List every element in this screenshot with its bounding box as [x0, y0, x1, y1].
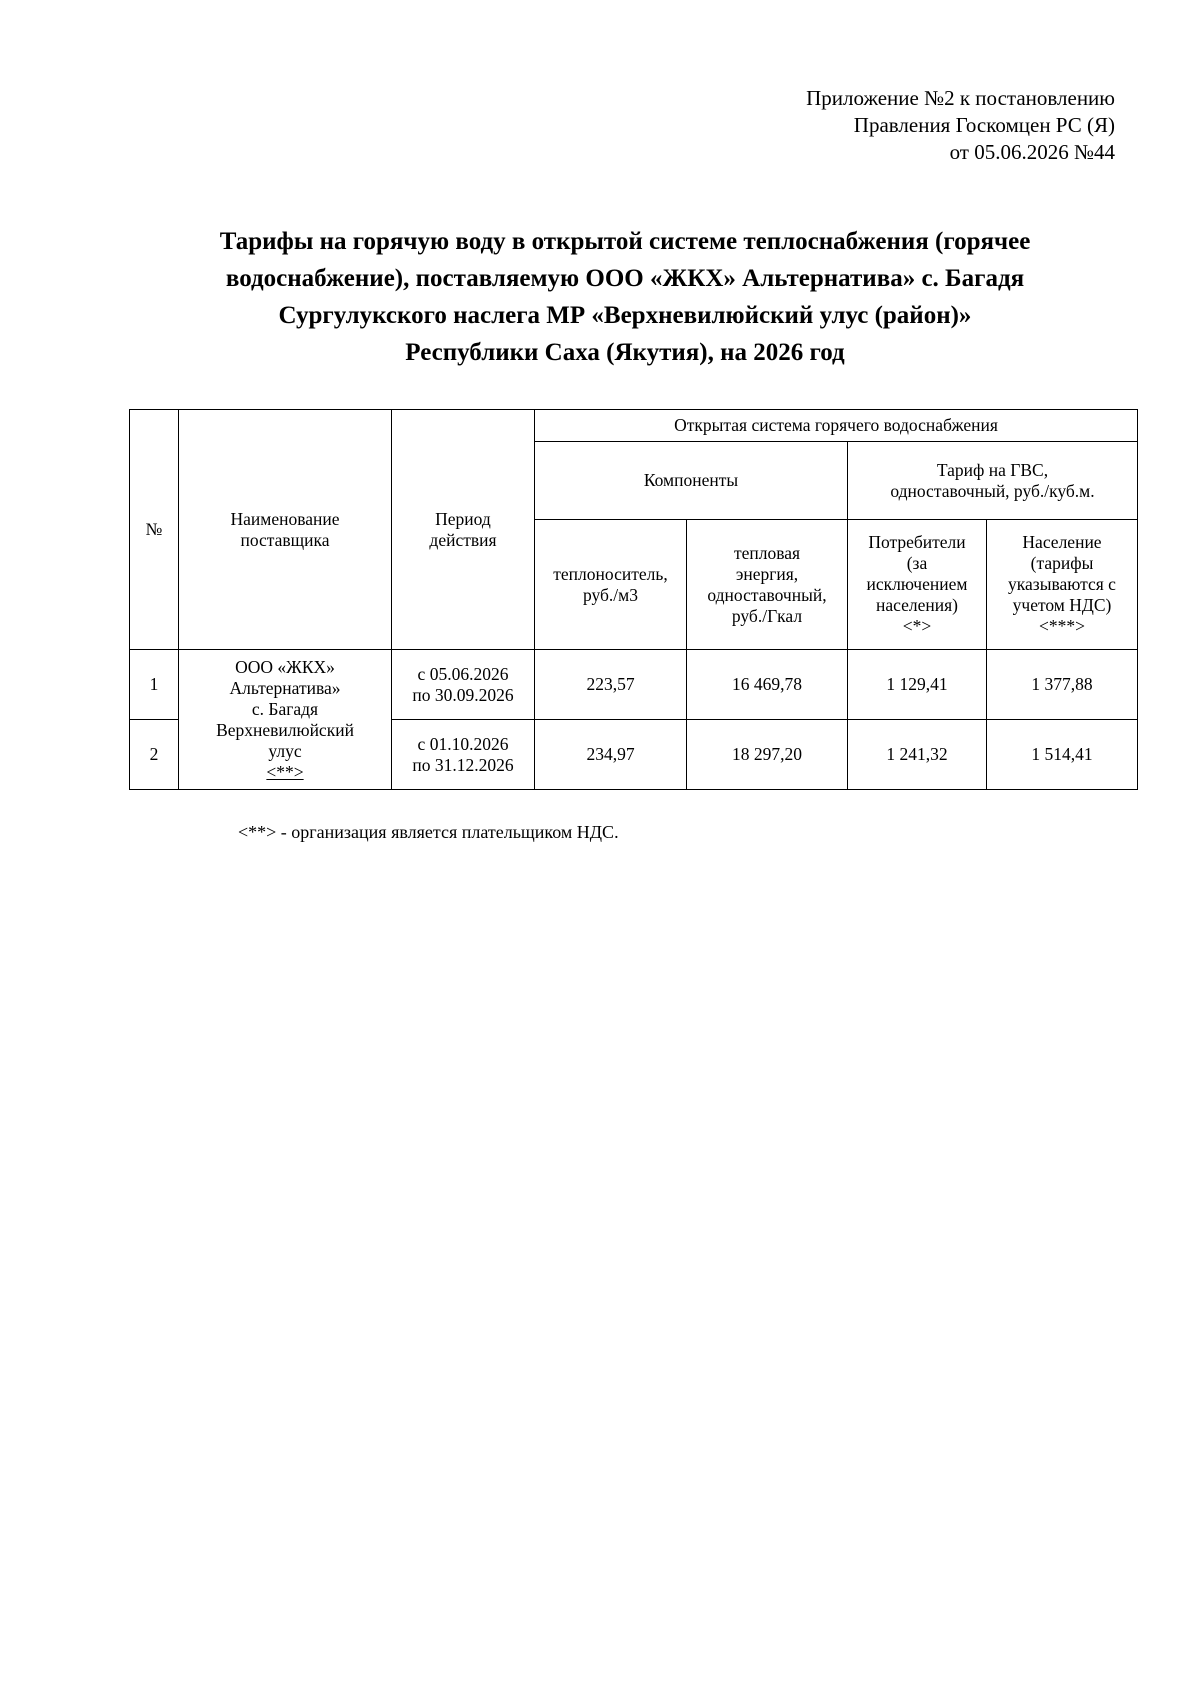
- header-row: [130, 410, 1138, 442]
- cell-heat: 18 297,20: [687, 720, 848, 790]
- header-tariff: Тариф на ГВС, одноставочный, руб./куб.м.: [848, 442, 1138, 520]
- cell-num: 2: [130, 720, 179, 790]
- cell-supplier: ООО «ЖКХ» Альтернатива» с. Багадя Верхневилюйский улус <**>: [179, 650, 392, 790]
- header-consumers: Потребители (за исключением населения) <*>: [848, 520, 987, 650]
- cell-population: 1 514,41: [987, 720, 1138, 790]
- header-population: Население (тарифы указываются с учетом НДС) <***>: [987, 520, 1138, 650]
- header-line: Приложение №2 к постановлению: [806, 86, 1115, 110]
- document-title: [130, 223, 1120, 371]
- cell-num: 1: [130, 650, 179, 720]
- title-line: водоснабжение), поставляемую ООО «ЖКХ» Альтернатива» с. Багадя: [225, 265, 1025, 292]
- cell-consumers: 1 241,32: [848, 720, 987, 790]
- header-heat: тепловая энергия, одноставочный, руб./Гкал: [687, 520, 848, 650]
- header-supplier: Наименование поставщика: [179, 410, 392, 650]
- cell-period: с 01.10.2026 по 31.12.2026: [392, 720, 535, 790]
- tariff-table: [129, 409, 1138, 790]
- title-line: Тарифы на горячую воду в открытой системе теплоснабжения (горячее: [219, 228, 1031, 255]
- footnote: <**> - организация является плательщиком НДС.: [238, 822, 619, 842]
- cell-coolant: 223,57: [535, 650, 687, 720]
- header-line: от 05.06.2026 №44: [949, 140, 1115, 164]
- header-open-system: Открытая система горячего водоснабжения: [535, 410, 1138, 442]
- title-line: Сургулукского наслега МР «Верхневилюйский улус (район)»: [278, 302, 972, 329]
- table-row: [130, 650, 1138, 720]
- footnote-ref: <**>: [266, 761, 304, 782]
- cell-population: 1 377,88: [987, 650, 1138, 720]
- header-period: Период действия: [392, 410, 535, 650]
- title-line: Республики Саха (Якутия), на 2026 год: [405, 339, 845, 366]
- cell-consumers: 1 129,41: [848, 650, 987, 720]
- cell-coolant: 234,97: [535, 720, 687, 790]
- header-line: Правления Госкомцен РС (Я): [853, 113, 1115, 137]
- cell-heat: 16 469,78: [687, 650, 848, 720]
- cell-period: с 05.06.2026 по 30.09.2026: [392, 650, 535, 720]
- header-num: №: [130, 410, 179, 650]
- header-components: Компоненты: [535, 442, 848, 520]
- header-coolant: теплоноситель, руб./м3: [535, 520, 687, 650]
- document-header: [806, 85, 1115, 166]
